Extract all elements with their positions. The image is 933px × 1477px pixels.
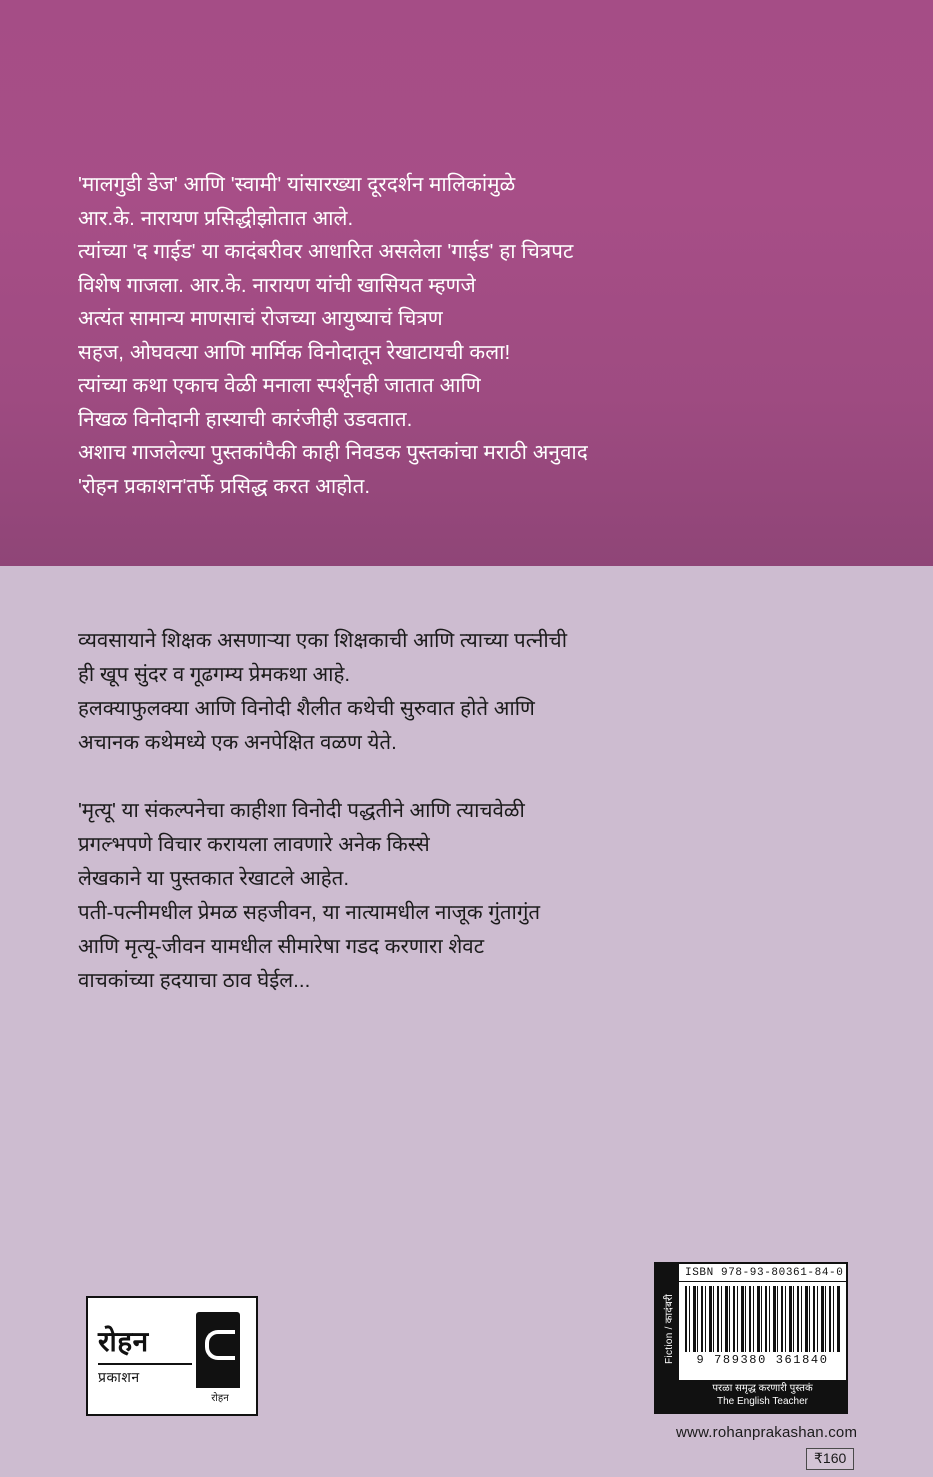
- author-blurb: [78, 168, 868, 503]
- publisher-mark-icon: [192, 1306, 252, 1406]
- author-line: अत्यंत सामान्य माणसाचं रोजच्या आयुष्याचं चित्रण: [78, 307, 443, 330]
- author-line: त्यांच्या 'द गाईड' या कादंबरीवर आधारित असलेला 'गाईड' हा चित्रपट: [78, 240, 574, 263]
- author-line: सहज, ओघवत्या आणि मार्मिक विनोदातून रेखाटायची कला!: [78, 340, 511, 364]
- synopsis-line: हलक्याफुलक्या आणि विनोदी शैलीत कथेची सुरुवात होते आणि: [78, 697, 535, 720]
- author-line: 'मालगुडी डेज' आणि 'स्वामी' यांसारख्या दूरदर्शन मालिकांमुळे: [78, 173, 516, 196]
- publisher-website: www.rohanprakashan.com: [676, 1424, 858, 1441]
- logo-glyph-base: [196, 1378, 240, 1388]
- isbn-footer-title: The English Teacher: [717, 1396, 808, 1407]
- top-author-panel: [0, 0, 933, 566]
- author-line: निखळ विनोदानी हास्याची कारंजीही उडवतात.: [78, 407, 413, 431]
- synopsis-line: व्यवसायाने शिक्षक असणाऱ्या एका शिक्षकाची आणि त्याच्या पत्नीची: [78, 629, 568, 652]
- synopsis-line: पती-पत्नीमधील प्रेमळ सहजीवन, या नात्यामधील नाजूक गुंतागुंत: [78, 901, 541, 924]
- barcode-number: 9 789380 361840: [696, 1353, 829, 1367]
- synopsis-line: आणि मृत्यू-जीवन यामधील सीमारेषा गडद करणारा शेवट: [78, 935, 485, 958]
- paragraph-spacer: [78, 760, 878, 794]
- logo-mark-caption: रोहन: [211, 1393, 229, 1404]
- logo-glyph-shape: [196, 1312, 240, 1378]
- barcode-bars: [685, 1286, 840, 1352]
- publisher-logo-text: [88, 1325, 192, 1387]
- publisher-subtitle: प्रकाशन: [98, 1363, 192, 1387]
- synopsis-line: ही खूप सुंदर व गूढगम्य प्रेमकथा आहे.: [78, 663, 351, 686]
- synopsis-line: अचानक कथेमध्ये एक अनपेक्षित वळण येते.: [78, 731, 397, 754]
- isbn-number: ISBN 978-93-80361-84-0: [679, 1264, 846, 1282]
- price-tag: ₹160: [806, 1448, 854, 1470]
- isbn-barcode-block: [654, 1262, 848, 1414]
- synopsis-line: प्रगल्भपणे विचार करायला लावणारे अनेक किस्से: [78, 833, 430, 856]
- author-line: आर.के. नारायण प्रसिद्धीझोतात आले.: [78, 206, 354, 230]
- synopsis-line: 'मृत्यू' या संकल्पनेचा काहीशा विनोदी पद्धतीने आणि त्याचवेळी: [78, 799, 525, 822]
- genre-label: Fiction / कादंबरी: [664, 1294, 675, 1364]
- isbn-footer-tagline: परळा समृद्ध करणारी पुस्तकं: [712, 1383, 813, 1394]
- genre-label-vertical: [656, 1264, 679, 1412]
- barcode: [679, 1282, 846, 1380]
- synopsis-line: लेखकाने या पुस्तकात रेखाटले आहेत.: [78, 867, 350, 890]
- author-line: विशेष गाजला. आर.के. नारायण यांची खासियत म्हणजे: [78, 273, 476, 297]
- author-line: अशाच गाजलेल्या पुस्तकांपैकी काही निवडक पुस्तकांचा मराठी अनुवाद: [78, 441, 588, 464]
- publisher-name: रोहन: [98, 1326, 149, 1357]
- author-line: त्यांच्या कथा एकाच वेळी मनाला स्पर्शूनही जातात आणि: [78, 374, 481, 397]
- synopsis-line: वाचकांच्या हदयाचा ठाव घेईल...: [78, 969, 311, 992]
- author-line: 'रोहन प्रकाशन'तर्फे प्रसिद्ध करत आहोत.: [78, 474, 371, 498]
- publisher-logo: [86, 1296, 258, 1416]
- isbn-main-column: [679, 1264, 846, 1412]
- isbn-footer: [679, 1380, 846, 1412]
- synopsis-text: [78, 624, 878, 998]
